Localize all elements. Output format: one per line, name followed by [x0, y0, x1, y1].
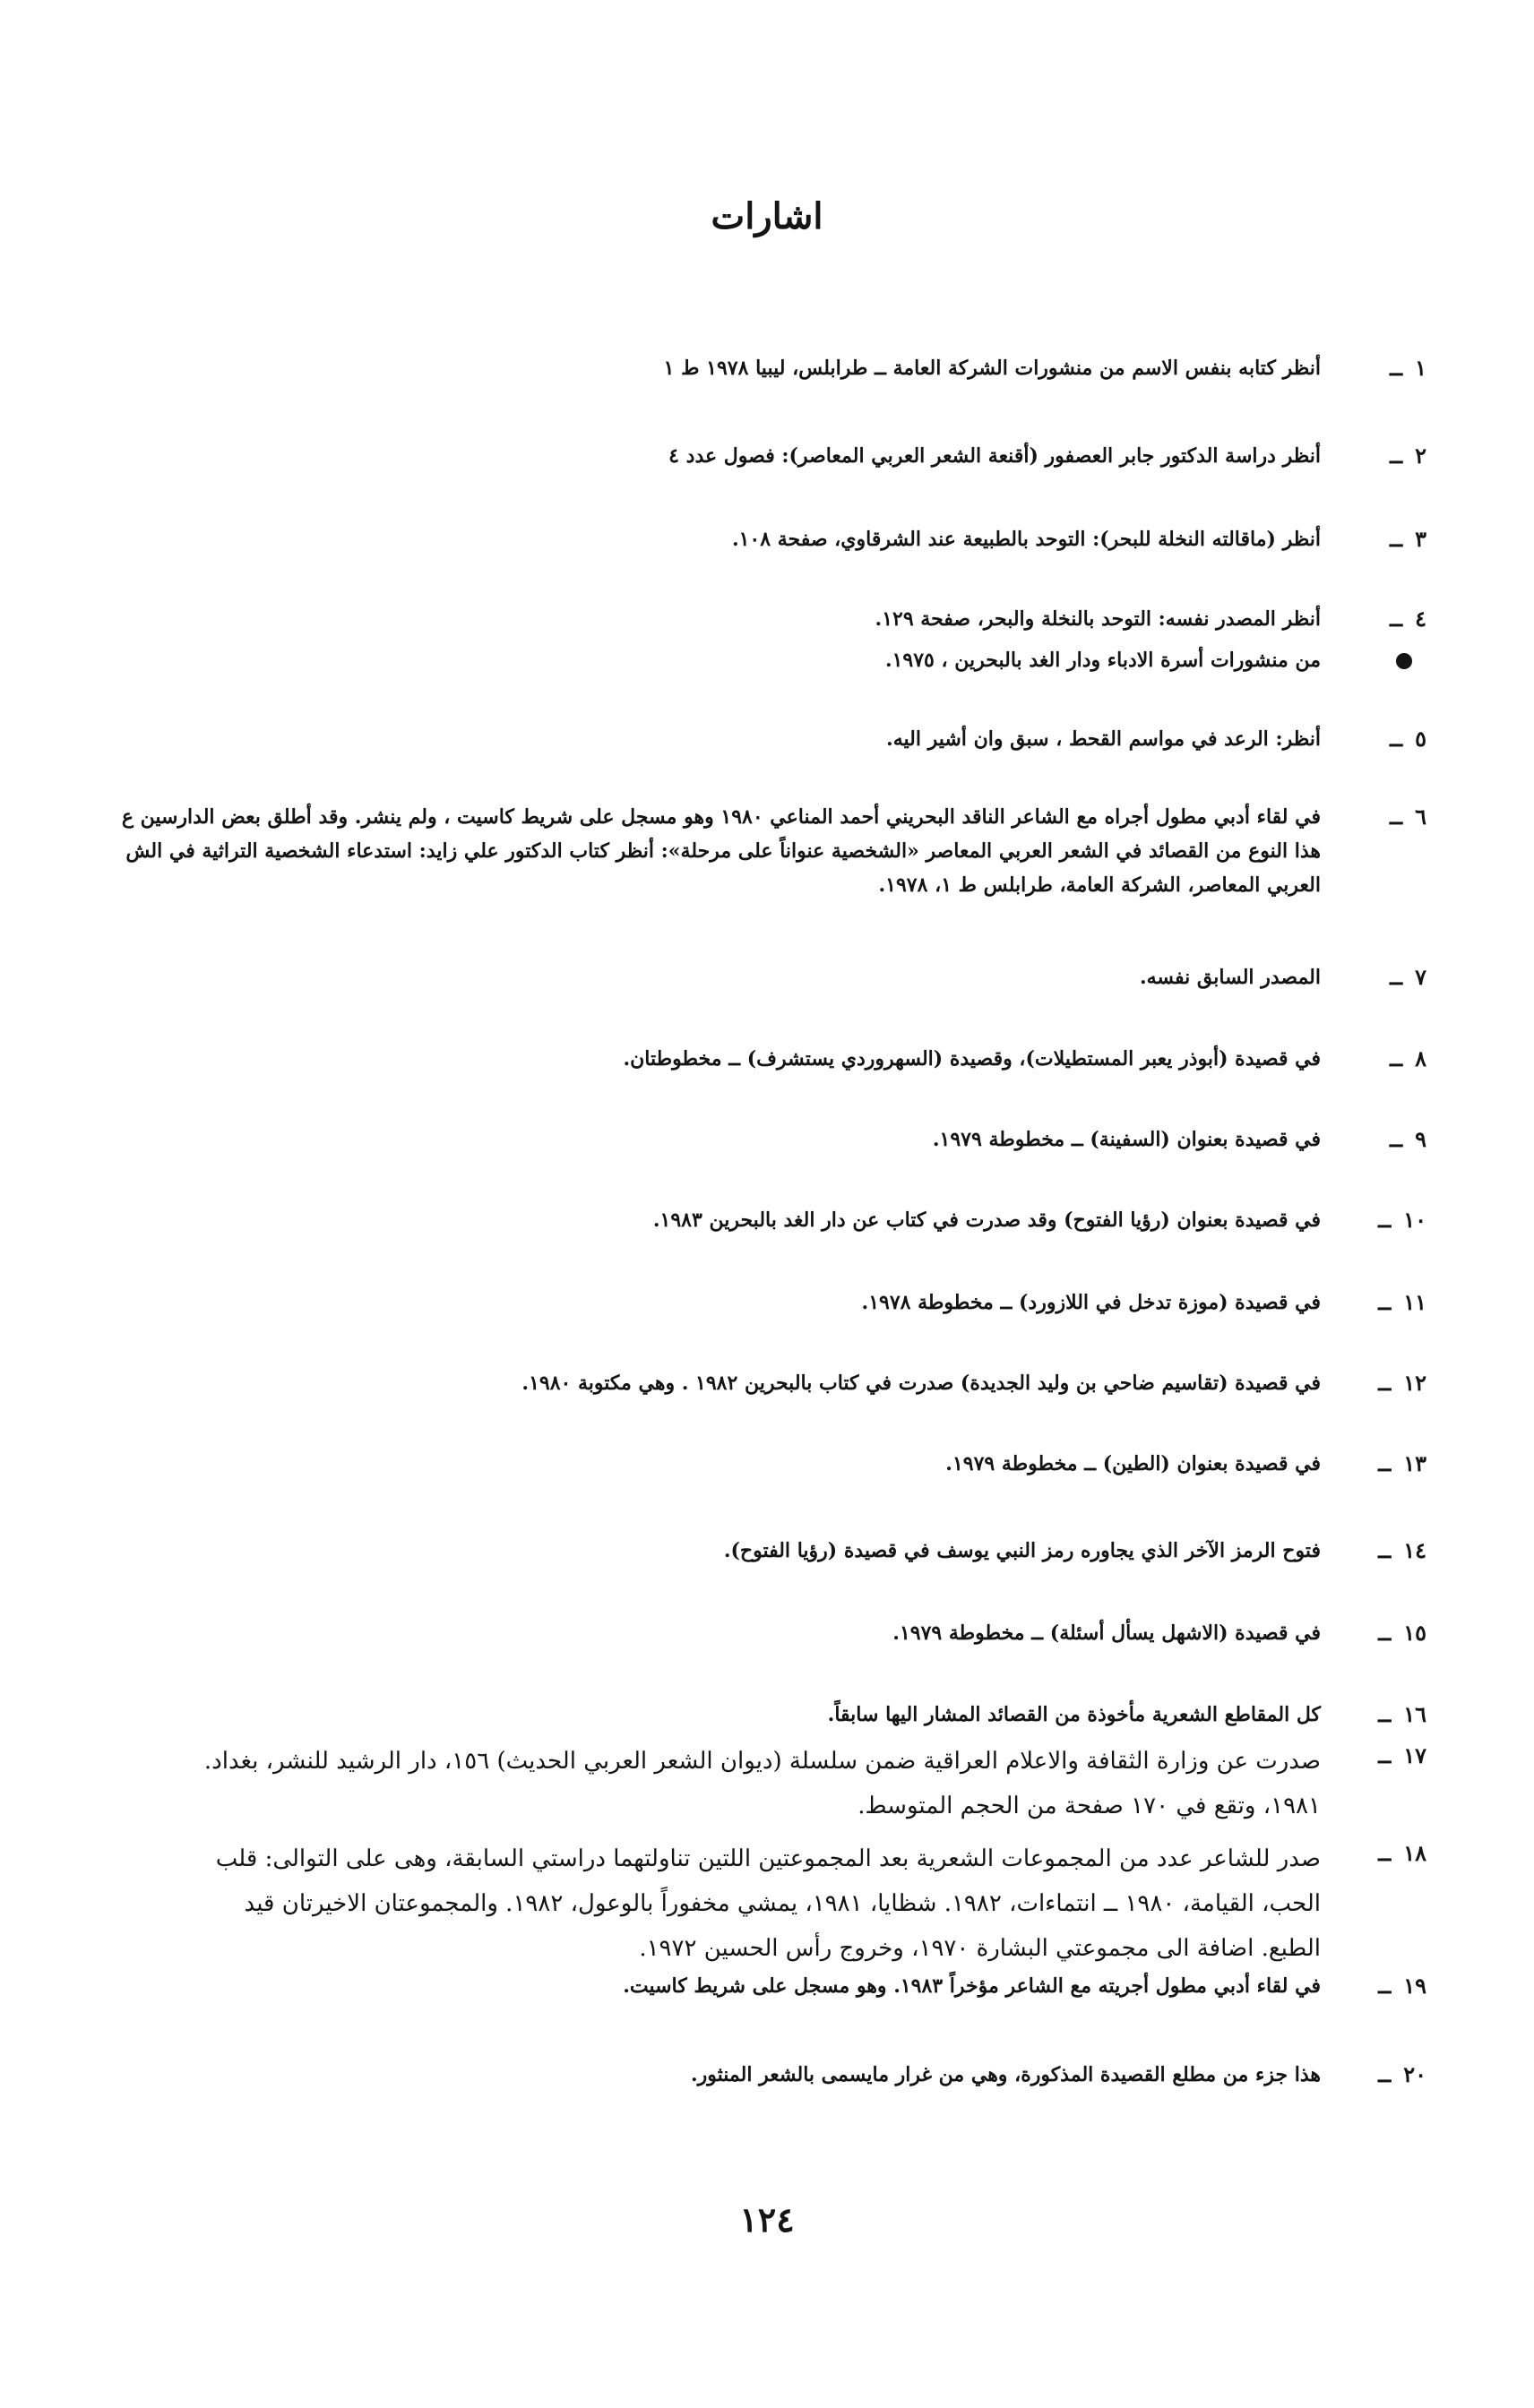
footnote-15	[134, 1616, 1426, 1650]
footnote-number: ٥ــ	[1390, 726, 1426, 752]
footnote-text: أنظر (ماقالته النخلة للبحر): التوحد بالطبيعة عند الشرقاوي، صفحة ١٠٨.	[731, 528, 1321, 551]
footnote-number: ١٦ــ	[1378, 1701, 1426, 1727]
footnote-number: ١٣ــ	[1378, 1450, 1426, 1476]
footnote-7	[134, 960, 1426, 994]
footnote-text: هذا جزء من مطلع القصيدة المذكورة، وهي من غرار مايسمى بالشعر المنثور.	[691, 2063, 1321, 2086]
footnote-number: ١٠ــ	[1378, 1207, 1426, 1233]
footnote-text: في قصيدة (الاشهل يسأل أسئلة) ــ مخطوطة ١٩٧٩.	[892, 1621, 1321, 1645]
footnote-text: في قصيدة (أبوذر يعبر المستطيلات)، وقصيدة (السهروردي يستشرف) ــ مخطوطتان.	[623, 1047, 1321, 1071]
footnote-14	[134, 1534, 1426, 1568]
footnote-10	[134, 1203, 1426, 1237]
footnote-number: ٣ــ	[1390, 526, 1426, 552]
footnote-number: ١ــ	[1390, 355, 1426, 381]
footnote-2	[134, 439, 1426, 473]
footnote-number: ٢٠ــ	[1378, 2061, 1426, 2087]
footnote-text: صدر للشاعر عدد من المجموعات الشعرية بعد المجموعتين اللتين تناولتهما دراستي السابقة، وهى على التوالى: قلب الحب، القيامة، ١٩٨٠ ــ انتماءات، ١٩٨٢. شظايا، ١٩٨١، يمشي مخفوراً بالوعول، ١٩٨٢. والمجموعتان الاخيرتان قيد الطبع. اضافة الى مجموعتي البشارة ١٩٧٠، وخروج رأس الحسين ١٩٧٢.	[215, 1845, 1321, 1962]
footnote-text: أنظر دراسة الدكتور جابر العصفور (أقنعة الشعر العربي المعاصر): فصول عدد ٤	[668, 444, 1321, 468]
footnote-text: في لقاء أدبي مطول أجريته مع الشاعر مؤخراً ١٩٨٣. وهو مسجل على شريط كاسيت.	[623, 1974, 1321, 1998]
page-title: اشارات	[711, 195, 823, 237]
footnote-text: أنظر: الرعد في مواسم القحط ، سبق وان أشير اليه.	[886, 727, 1321, 751]
footnote-11	[134, 1286, 1426, 1320]
footnote-text: من منشورات أسرة الادباء ودار الغد بالبحرين ، ١٩٧٥.	[884, 649, 1321, 672]
footnote-20	[134, 2058, 1426, 2092]
footnote-1	[134, 351, 1426, 385]
footnote-text: في لقاء أدبي مطول أجراه مع الشاعر الناقد البحريني أحمد المناعي ١٩٨٠ وهو مسجل على شريط كاسيت ، ولم ينشر. وقد أطلق بعض الدارسين ع هذا النوع من القصائد في الشعر العربي المعاصر «الشخصية عنواناً على مرحلة»: أنظر كتاب الدكتور علي زايد: استدعاء الشخصية التراثية في الش العربي المعاصر، الشركة العامة، طرابلس ط ١، ١٩٧٨.	[121, 805, 1321, 897]
footnote-13	[134, 1447, 1426, 1481]
footnote-number: ٨ــ	[1390, 1045, 1426, 1071]
footnote-text: في قصيدة (تقاسيم ضاحي بن وليد الجديدة) صدرت في كتاب بالبحرين ١٩٨٢ . وهي مكتوبة ١٩٨٠.	[521, 1372, 1321, 1395]
footnote-text: صدرت عن وزارة الثقافة والاعلام العراقية ضمن سلسلة (ديوان الشعر العربي الحديث) ١٥٦، دار الرشيد للنشر، بغداد. ١٩٨١، وتقع في ١٧٠ صفحة من الحجم المتوسط.	[203, 1748, 1321, 1819]
footnote-text: في قصيدة بعنوان (السفينة) ــ مخطوطة ١٩٧٩.	[932, 1128, 1321, 1151]
footnote-18	[134, 1836, 1426, 1971]
footnote-text: في قصيدة بعنوان (الطين) ــ مخطوطة ١٩٧٩.	[945, 1452, 1321, 1475]
footnote-16	[134, 1698, 1426, 1732]
footnote-number: ٩ــ	[1390, 1126, 1426, 1152]
footnote-12	[134, 1366, 1426, 1400]
page-number: ١٢٤	[739, 2199, 795, 2240]
footnote-17	[134, 1739, 1426, 1828]
footnote-text: أنظر المصدر نفسه: التوحد بالنخلة والبحر، صفحة ١٢٩.	[875, 607, 1321, 631]
footnote-number: ١٧ــ	[1378, 1742, 1426, 1768]
footnote-number: ٧ــ	[1390, 964, 1426, 990]
footnote-8	[134, 1042, 1426, 1076]
footnote-4	[134, 602, 1426, 636]
footnote-text: المصدر السابق نفسه.	[1139, 966, 1321, 989]
footnote-3	[134, 522, 1426, 556]
footnote-number: ١٩ــ	[1378, 1973, 1426, 1999]
footnote-text: أنظر كتابه بنفس الاسم من منشورات الشركة العامة ــ طرابلس، ليبيا ١٩٧٨ ط ١	[663, 357, 1321, 380]
footnote-19	[134, 1969, 1426, 2003]
footnote-number: ٤ــ	[1390, 606, 1426, 632]
footnote-text: فتوح الرمز الآخر الذي يجاوره رمز النبي يوسف في قصيدة (رؤيا الفتوح).	[723, 1539, 1321, 1562]
footnote-number: ١٥ــ	[1378, 1620, 1426, 1646]
footnote-6	[27, 800, 1426, 902]
footnote-bullet	[134, 643, 1426, 677]
footnote-number: ١٤ــ	[1378, 1537, 1426, 1563]
footnote-number: ١١ــ	[1378, 1289, 1426, 1315]
footnote-number: ١٢ــ	[1378, 1370, 1426, 1396]
footnote-9	[134, 1122, 1426, 1157]
footnote-text: في قصيدة (موزة تدخل في اللازورد) ــ مخطوطة ١٩٧٨.	[861, 1291, 1321, 1314]
bullet-icon	[1396, 653, 1412, 669]
footnote-number: ٢ــ	[1390, 443, 1426, 469]
footnote-text: في قصيدة بعنوان (رؤيا الفتوح) وقد صدرت في كتاب عن دار الغد بالبحرين ١٩٨٣.	[652, 1208, 1321, 1232]
footnote-number: ١٨ــ	[1378, 1840, 1426, 1866]
footnote-text: كل المقاطع الشعرية مأخوذة من القصائد المشار اليها سابقاً.	[827, 1703, 1321, 1726]
footnote-number: ٦ــ	[1390, 804, 1426, 830]
footnote-5	[134, 722, 1426, 756]
